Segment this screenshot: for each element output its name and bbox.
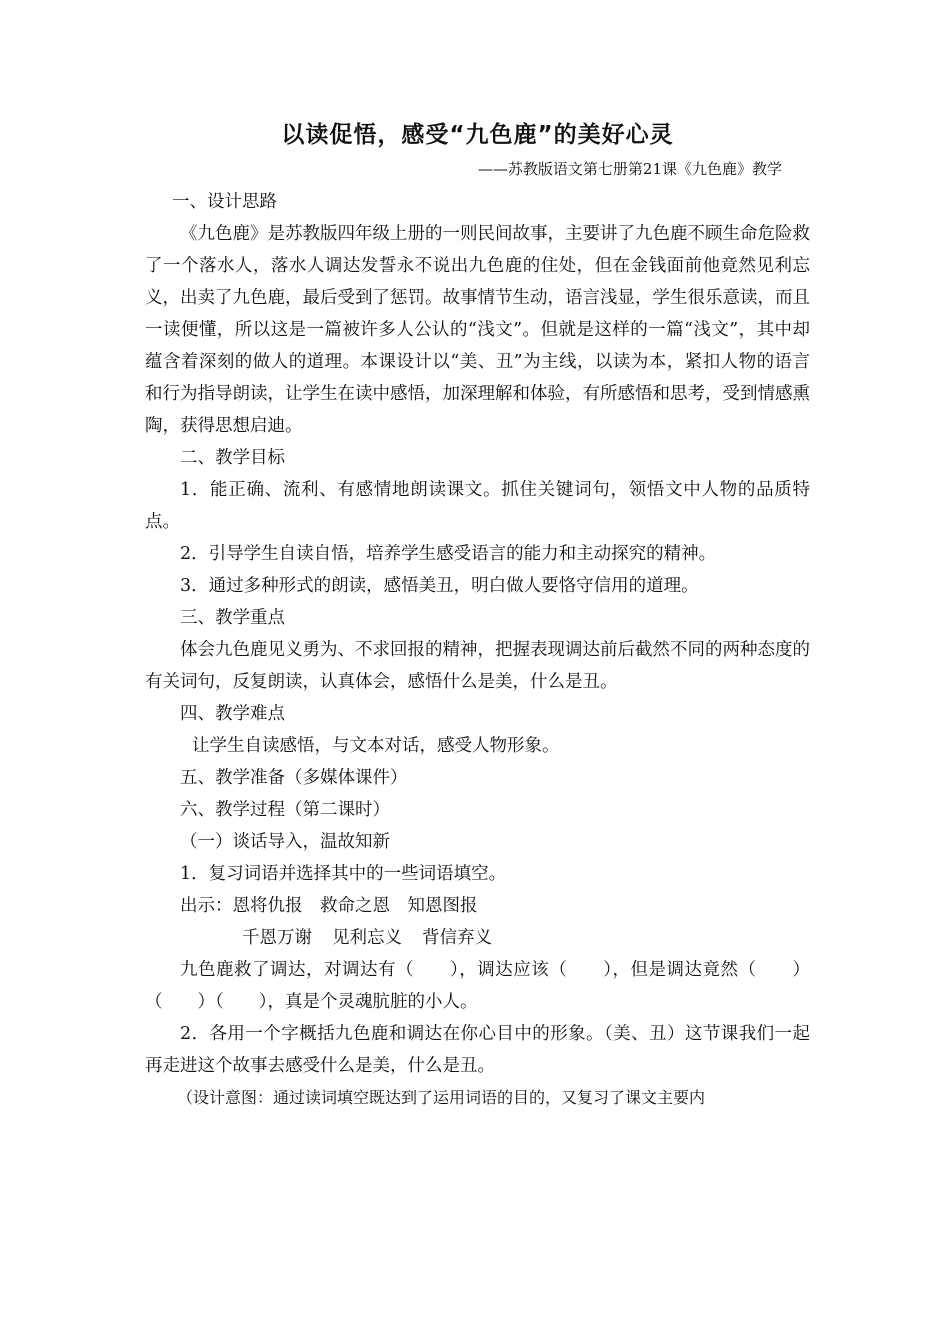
difficulties-paragraph: 让学生自读感悟，与文本对话，感受人物形象。 [192, 736, 560, 756]
word: 见利忘义 [332, 928, 402, 948]
design-intent-note: （设计意图：通过读词填空既达到了运用词语的目的，又复习了课文主要内 [177, 1088, 706, 1107]
fill-in-paragraph: 九色鹿救了调达，对调达有（ ），调达应该（ ），但是调达竟然（ ）（ ）（ ），真是个灵魂肮脏的小人。 [145, 960, 810, 1012]
goal-item-2: 2．引导学生自读自悟，培养学生感受语言的能力和主动探究的精神。 [180, 544, 717, 564]
section-heading-difficulties: 四、教学难点 [180, 704, 285, 724]
word: 知恩图报 [407, 896, 478, 916]
step-1: 1．复习词语并选择其中的一些词语填空。 [180, 864, 507, 884]
word-list-row-2 [145, 922, 810, 954]
section-heading-design: 一、设计思路 [172, 192, 277, 212]
section-heading-process: 六、教学过程（第二课时） [180, 800, 390, 820]
word: 恩将仇报 [232, 896, 303, 916]
section-heading-goals: 二、教学目标 [180, 448, 285, 468]
word: 背信弃义 [422, 928, 492, 948]
goal-item-1: 1．能正确、流利、有感情地朗读课文。抓住关键词句，领悟文中人物的品质特点。 [145, 480, 810, 532]
word: 千恩万谢 [242, 928, 312, 948]
section-heading-preparation: 五、教学准备（多媒体课件） [180, 768, 408, 788]
subsection-heading-intro: （一）谈话导入，温故知新 [180, 832, 390, 852]
design-paragraph: 《九色鹿》是苏教版四年级上册的一则民间故事，主要讲了九色鹿不顾生命危险救了一个落水人，落水人调达发誓永不说出九色鹿的住处，但在金钱面前他竟然见利忘义，出卖了九色鹿，最后受到了惩罚。故事情节生动，语言浅显，学生很乐意读，而且一读便懂，所以这是一篇被许多人公认的“浅文”。但就是这样的一篇“浅文”，其中却蕴含着深刻的做人的道理。本课设计以“美、丑”为主线，以读为本，紧扣人物的语言和行为指导朗读，让学生在读中感悟，加深理解和体验，有所感悟和思考，受到情感熏陶，获得思想启迪。 [145, 224, 810, 436]
key-points-paragraph: 体会九色鹿见义勇为、不求回报的精神，把握表现调达前后截然不同的两种态度的有关词句，反复朗读，认真体会，感悟什么是美，什么是丑。 [145, 640, 810, 692]
goal-item-3: 3．通过多种形式的朗读，感悟美丑，明白做人要恪守信用的道理。 [180, 576, 699, 596]
step-2: 2．各用一个字概括九色鹿和调达在你心目中的形象。（美、丑）这节课我们一起再走进这个故事去感受什么是美，什么是丑。 [145, 1024, 810, 1076]
section-heading-key-points: 三、教学重点 [180, 608, 285, 628]
word-list-row-1 [145, 890, 810, 922]
show-label: 出示： [180, 896, 233, 916]
document-subtitle: ——苏教版语文第七册第21课《九色鹿》教学 [477, 160, 782, 178]
document-title: 以读促悟，感受“九色鹿”的美好心灵 [281, 122, 674, 148]
word: 救命之恩 [320, 896, 390, 916]
